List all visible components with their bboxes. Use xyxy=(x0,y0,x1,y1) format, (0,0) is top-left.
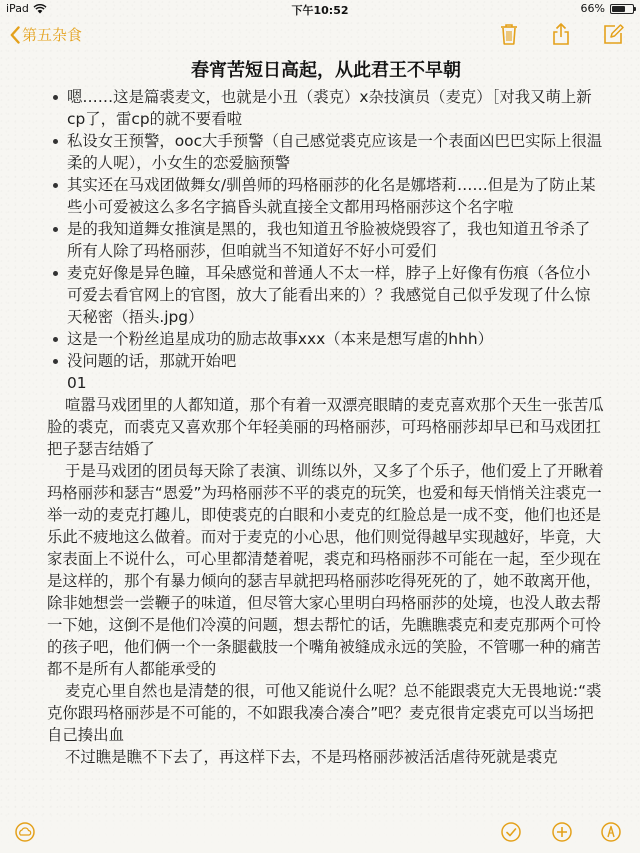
add-icon[interactable] xyxy=(551,821,573,843)
bullet-item: 嗯……这是篇裘麦文，也就是小丑（裘克）x杂技演员（麦克）［对我又萌上新cp了，雷cp的就不要看啦 xyxy=(47,86,605,130)
cloud-sync-icon[interactable] xyxy=(14,821,36,843)
battery-level xyxy=(612,6,625,12)
trash-icon[interactable] xyxy=(498,22,520,46)
back-button[interactable] xyxy=(10,24,82,45)
nav-actions xyxy=(498,22,624,46)
compose-icon[interactable] xyxy=(602,22,624,46)
status-right xyxy=(581,2,634,15)
sketch-icon[interactable] xyxy=(600,821,622,843)
bullet-item: 是的我知道舞女推演是黑的，我也知道丑爷脸被烧毁容了，我也知道丑爷杀了所有人除了玛格丽莎，但咱就当不知道好不好小可爱们 xyxy=(47,218,605,262)
nav-bar xyxy=(0,18,640,54)
battery-icon xyxy=(610,4,634,14)
note-body[interactable] xyxy=(47,58,605,768)
device-name: iPad xyxy=(6,2,29,15)
story-paragraph: 喧嚣马戏团里的人都知道，那个有着一双漂亮眼睛的麦克喜欢那个天生一张苦瓜脸的裘克，而裘克又喜欢那个年轻美丽的玛格丽莎，可玛格丽莎却早已和马戏团扛把子瑟吉结婚了 xyxy=(47,396,604,458)
chevron-left-icon xyxy=(10,26,20,44)
note-title: 春宵苦短日高起，从此君王不早朝 xyxy=(191,60,461,81)
status-time: 下午10:52 xyxy=(291,4,349,17)
story-paragraph: 麦克心里自然也是清楚的很，可他又能说什么呢？总不能跟裘克大无畏地说:“裘克你跟玛格丽莎是不可能的，不如跟我凑合凑合”吧？麦克很肯定裘克可以当场把自己揍出血 xyxy=(47,682,602,744)
bottom-toolbar xyxy=(0,813,640,853)
story-paragraph: 于是马戏团的团员每天除了表演、训练以外，又多了个乐子，他们爱上了开瞅着玛格丽莎和瑟吉“恩爱”为玛格丽莎不平的裘克的玩笑，也爱和每天悄悄关注裘克一举一动的麦克打趣儿，即使裘克的白眼和小麦克的红脸总是一成不变，他们也还是乐此不疲地这么做着。而对于麦克的小心思，他们则觉得越早实现越好，毕竟，大家表面上不说什么，可心里都清楚着呢，裘克和玛格丽莎不可能在一起，至少现在是这样的，那个有暴力倾向的瑟吉早就把玛格丽莎吃得死死的了，她不敢离开他，除非她想尝一尝鞭子的味道，但尽管大家心里明白玛格丽莎的处境，也没人敢去帮一下她，这倒不是他们冷漠的问题，想去帮忙的话，先瞧瞧裘克和麦克那两个可怜的孩子吧，他们俩一个一条腿截肢一个嘴角被缝成永远的笑脸，不管哪一种的痛苦都不是所有人都能承受的 xyxy=(47,462,604,678)
bullet-item: 没问题的话，那就开始吧 xyxy=(47,350,605,372)
status-bar xyxy=(0,0,640,18)
bullet-item: 私设女王预警，ooc大手预警（自己感觉裘克应该是一个表面凶巴巴实际上很温柔的人呢），小女生的恋爱脑预警 xyxy=(47,130,605,174)
share-icon[interactable] xyxy=(550,22,572,46)
back-label: 第五杂食 xyxy=(22,26,83,44)
story-paragraph: 不过瞧是瞧不下去了，再这样下去，不是玛格丽莎被活活虐待死就是裘克 xyxy=(65,748,558,766)
checklist-icon[interactable] xyxy=(500,821,522,843)
bullet-item: 这是一个粉丝追星成功的励志故事xxx（本来是想写虐的hhh） xyxy=(47,328,605,350)
bullet-list xyxy=(47,86,605,372)
bullet-item: 麦克好像是异色瞳，耳朵感觉和普通人不太一样，脖子上好像有伤痕（各位小可爱去看官网上的官图，放大了能看出来的）？我感觉自己似乎发现了什么惊天秘密（捂头.jpg） xyxy=(47,262,605,328)
bullet-item: 其实还在马戏团做舞女/驯兽师的玛格丽莎的化名是娜塔莉……但是为了防止某些小可爱被这么多名字搞昏头就直接全文都用玛格丽莎这个名字啦 xyxy=(47,174,605,218)
chapter-number: 01 xyxy=(67,374,87,392)
battery-percent: 66% xyxy=(580,2,605,15)
